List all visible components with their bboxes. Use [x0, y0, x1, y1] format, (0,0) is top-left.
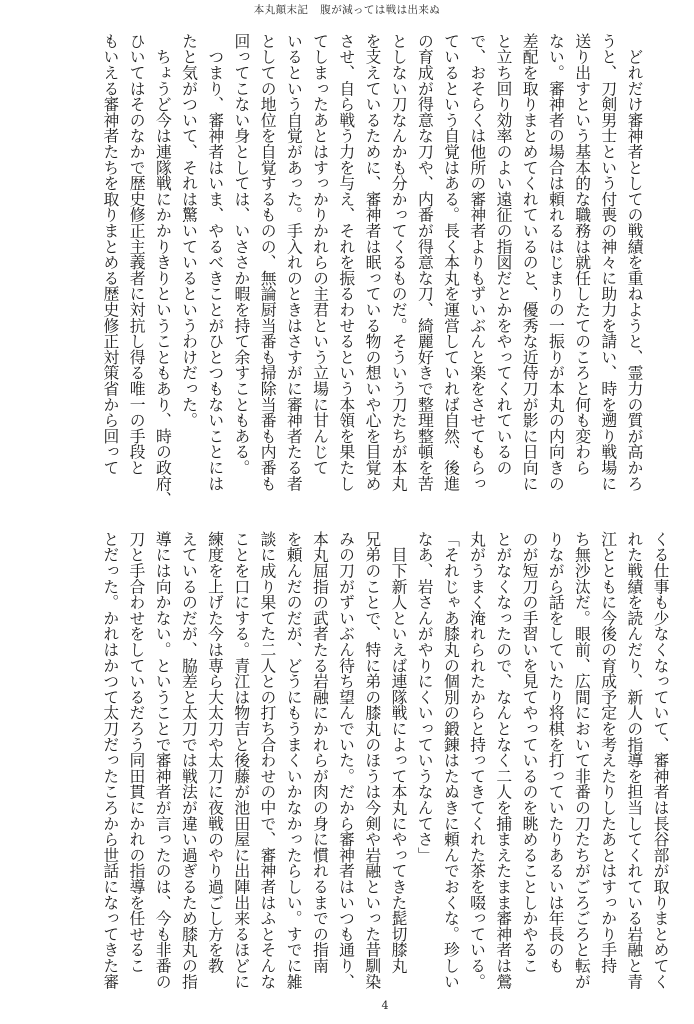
text-line: の育成が得意な刀や、内番が得意な刀、綺麗好きで整理整頓を苦: [415, 33, 435, 492]
text-line: ているという自覚はある。長く本丸を運営していれば自然、後進: [441, 33, 461, 492]
text-line: 丸がうまく淹れられたからと持ってきてくれた茶を啜っている。: [467, 531, 487, 990]
book-title: 本丸顛末記: [253, 4, 309, 16]
page-number: 4: [381, 999, 389, 1012]
text-line: うと、刀剣男士という付喪の神々に助力を請い、時を遡り戦場に: [598, 33, 618, 492]
text-line: くる仕事も少なくなっていて、審神者は長谷部が取りまとめてく: [651, 531, 670, 990]
lower-text-block: [97, 531, 673, 993]
text-line: てしまったあとはすっかりかれらの主君という立場に甘んじて: [310, 33, 330, 476]
text-line: たと気がついて、それは驚いているというわけだった。: [179, 33, 199, 428]
text-line: つまり、審神者はいま、やるべきことがひとつもないことには: [205, 33, 225, 492]
text-line: としての地位を自覚するものの、無論厨当番も掃除当番も内番も: [258, 33, 278, 492]
text-line: ことを口にする。青江は物吉と後藤が池田屋に出陣出来るほどに: [231, 531, 251, 990]
text-line: えているのだが、脇差と太刀では戦法が違い過ぎるため膝丸の指: [179, 531, 199, 990]
text-line: で、おそらくは他所の審神者よりもずいぶんと楽をさせてもらっ: [467, 33, 487, 492]
text-line: どれだけ審神者としての戦績を重ねようと、霊力の質が高かろ: [625, 33, 644, 492]
text-line: ち無沙汰だ。眼前、広間において非番の刀たちがごろごろと転が: [572, 531, 592, 990]
text-line: を頼んだのだが、どうにもうまくいかなかったらしい。すでに雑: [284, 531, 304, 990]
text-line: 本丸屈指の武者たる岩融にかれらが肉の身に慣れるまでの指南: [310, 531, 330, 974]
running-header: [0, 3, 694, 17]
upper-text-block: [97, 33, 647, 507]
chapter-title: 腹が減っては戦は出来ぬ: [320, 4, 441, 16]
text-line: 兄弟のことで、特に弟の膝丸のほうは今剣や岩融といった昔馴染: [362, 531, 382, 990]
text-line: 談に成り果てた二人との打ち合わせの中で、審神者はふとそんな: [257, 531, 277, 990]
text-line: 導には向かない。ということで審神者が言ったのは、今も非番の: [153, 531, 173, 990]
text-line: を支えているために、審神者は眠っている物の想いや心を目覚め: [362, 33, 382, 492]
dialogue-line: なあ、岩さんがやりにくいっていうなんてさ」: [415, 531, 435, 863]
text-line: のが短刀の手習いを見てやっているのを眺めることしかやるこ: [519, 531, 539, 974]
text-line: いるという自覚があった。手入れのときはさすがに審神者たる者: [284, 33, 304, 492]
text-line: と立ち回り効率のよい遠征の指図だとかをやってくれているの: [493, 33, 513, 476]
text-line: としない刀なんかも分かってくるものだ。そういう刀たちが本丸: [389, 33, 409, 492]
text-line: とがなくなったので、なんとなく二人を捕まえたまま審神者は鶯: [493, 531, 513, 990]
dialogue-line: 「それじゃあ膝丸の個別の鍛錬はたぬきに頼んでおくな。珍しい: [441, 531, 461, 990]
text-line: みの刀がずいぶん待ち望んでいた。だから審神者はいつも通り、: [336, 531, 356, 990]
text-line: 刀と手合わせをしているだろう同田貫にかれの指導を任せるこ: [126, 531, 146, 974]
text-line: ひいてはそのなかで歴史修正主義者に対抗し得る唯一の手段と: [127, 33, 147, 476]
text-line: もいえる審神者たちを取りまとめる歴史修正対策省から回って: [100, 33, 120, 476]
text-line: 練度を上げた今は専ら大太刀や太刀に夜戦のやり過ごし方を教: [205, 531, 225, 974]
text-line: とだった。かれはかつて太刀だったころから世話になってきた審: [100, 531, 120, 990]
text-line: 送り出すという基本的な職務は就任したてのころと何も変わら: [572, 33, 592, 476]
text-line: りながら話をしていたり将棋を打っていたりあるいは年長のも: [546, 531, 566, 974]
text-line: 回ってこない身としては、いささか暇を持て余すこともある。: [231, 33, 251, 476]
text-line: 江とともに今後の育成予定を考えたりしたあとはすっかり手持: [598, 531, 618, 974]
text-line: ない。審神者の場合は頼れるはじまりの一振りが本丸の内向きの: [546, 33, 566, 492]
text-line: 目下新人といえば連隊戦によって本丸にやってきた髭切膝丸: [388, 531, 408, 974]
text-line: させ、自ら戦う力を与え、それを振るわせるという本領を果たし: [336, 33, 356, 492]
text-line: ちょうど今は連隊戦にかかりきりということもあり、時の政府、: [153, 33, 173, 507]
text-line: れた戦績を読んだり、新人の指導を担当してくれている岩融と青: [624, 531, 644, 990]
text-line: 差配を取りまとめてくれているのと、優秀な近侍刀が影に日向に: [520, 33, 540, 492]
